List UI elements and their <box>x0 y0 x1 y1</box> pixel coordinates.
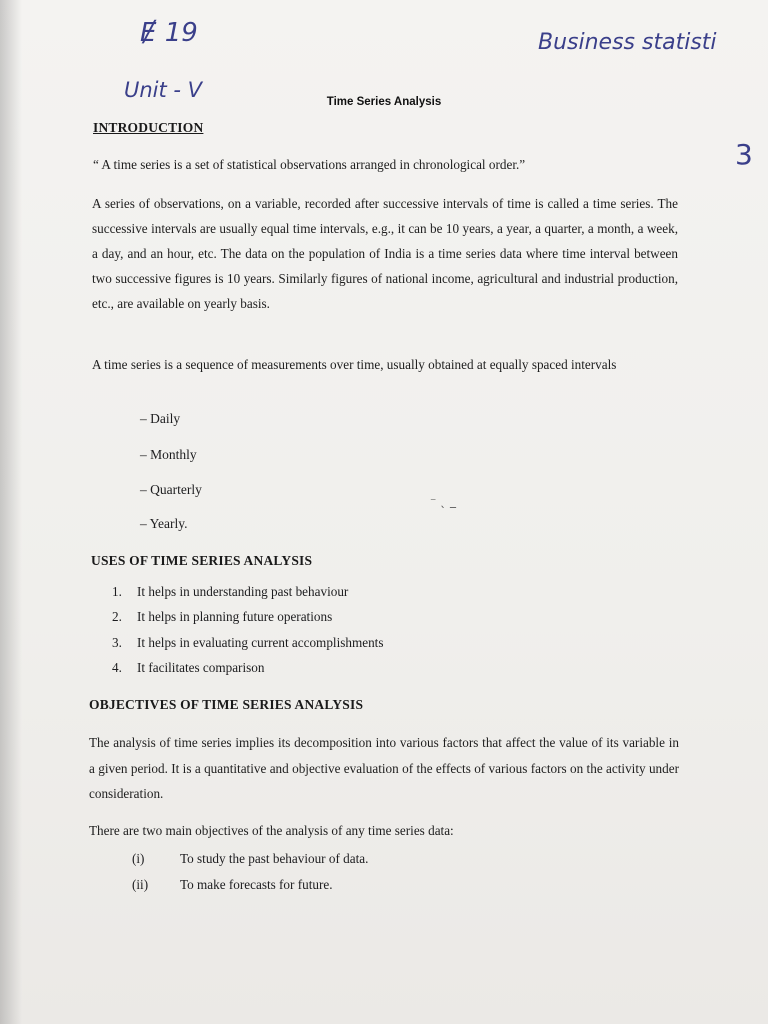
list-item <box>112 635 383 660</box>
list-item <box>132 877 368 903</box>
interval-daily: – Daily <box>140 411 181 426</box>
handwritten-subject: Business statisti <box>538 30 717 55</box>
introduction-definition: A series of observations, on a variable, recorded after successive intervals of time is called a time series. The successive intervals are usually equal time intervals, e.g., it can be 10 years, a year, a quarter, a month, a week, a day, and an hour, etc. The data on the population of India is a time series data where time interval between two successive figures is 10 years. Similarly figures of national income, agricultural and industrial production, etc., are available on yearly basis. <box>92 196 678 311</box>
interval-quarterly: – Quarterly <box>140 482 202 497</box>
objectives-list <box>132 851 368 903</box>
list-number: 4. <box>112 659 122 675</box>
list-text: It helps in understanding past behaviour <box>137 584 349 599</box>
uses-list <box>112 584 383 685</box>
list-text: It helps in evaluating current accomplishments <box>137 634 384 650</box>
introduction-heading: INTRODUCTION <box>93 120 204 135</box>
objectives-intro: There are two main objectives of the analysis of any time series data: <box>89 823 454 838</box>
objectives-paragraph: The analysis of time series implies its decomposition into various factors that affect the value of its variable in a given period. It is a quantitative and objective evaluation of the effects of various factors on the activity under consideration. <box>89 735 679 801</box>
list-number: 2. <box>112 609 122 625</box>
pen-mark: ⁻ ˎ _ <box>430 494 456 508</box>
list-number: 3. <box>112 634 122 650</box>
list-item <box>132 851 368 877</box>
uses-heading: USES OF TIME SERIES ANALYSIS <box>91 553 313 568</box>
list-item <box>112 660 383 685</box>
list-text: To make forecasts for future. <box>180 877 333 892</box>
list-number: 1. <box>112 584 122 599</box>
objectives-heading: OBJECTIVES OF TIME SERIES ANALYSIS <box>89 697 364 712</box>
list-text: To study the past behaviour of data. <box>180 851 369 866</box>
list-number: (i) <box>132 851 145 866</box>
list-number: (ii) <box>132 877 149 892</box>
introduction-quote: “ A time series is a set of statistical observations arranged in chronological order.” <box>93 157 526 172</box>
interval-monthly: – Monthly <box>140 447 197 462</box>
interval-yearly: – Yearly. <box>140 516 188 531</box>
list-item <box>112 609 383 634</box>
time-series-definition: A time series is a sequence of measurements over time, usually obtained at equally spaced intervals <box>92 357 617 372</box>
list-text: It facilitates comparison <box>137 659 265 675</box>
list-text: It helps in planning future operations <box>137 609 333 625</box>
handwritten-number: Ɇ 19 <box>140 18 198 48</box>
page-edge-shadow <box>0 0 22 1024</box>
handwritten-unit: Unit - V <box>124 78 203 102</box>
document-title: Time Series Analysis <box>326 96 442 108</box>
list-item <box>112 584 383 609</box>
handwritten-page-mark: 3 <box>735 138 753 171</box>
